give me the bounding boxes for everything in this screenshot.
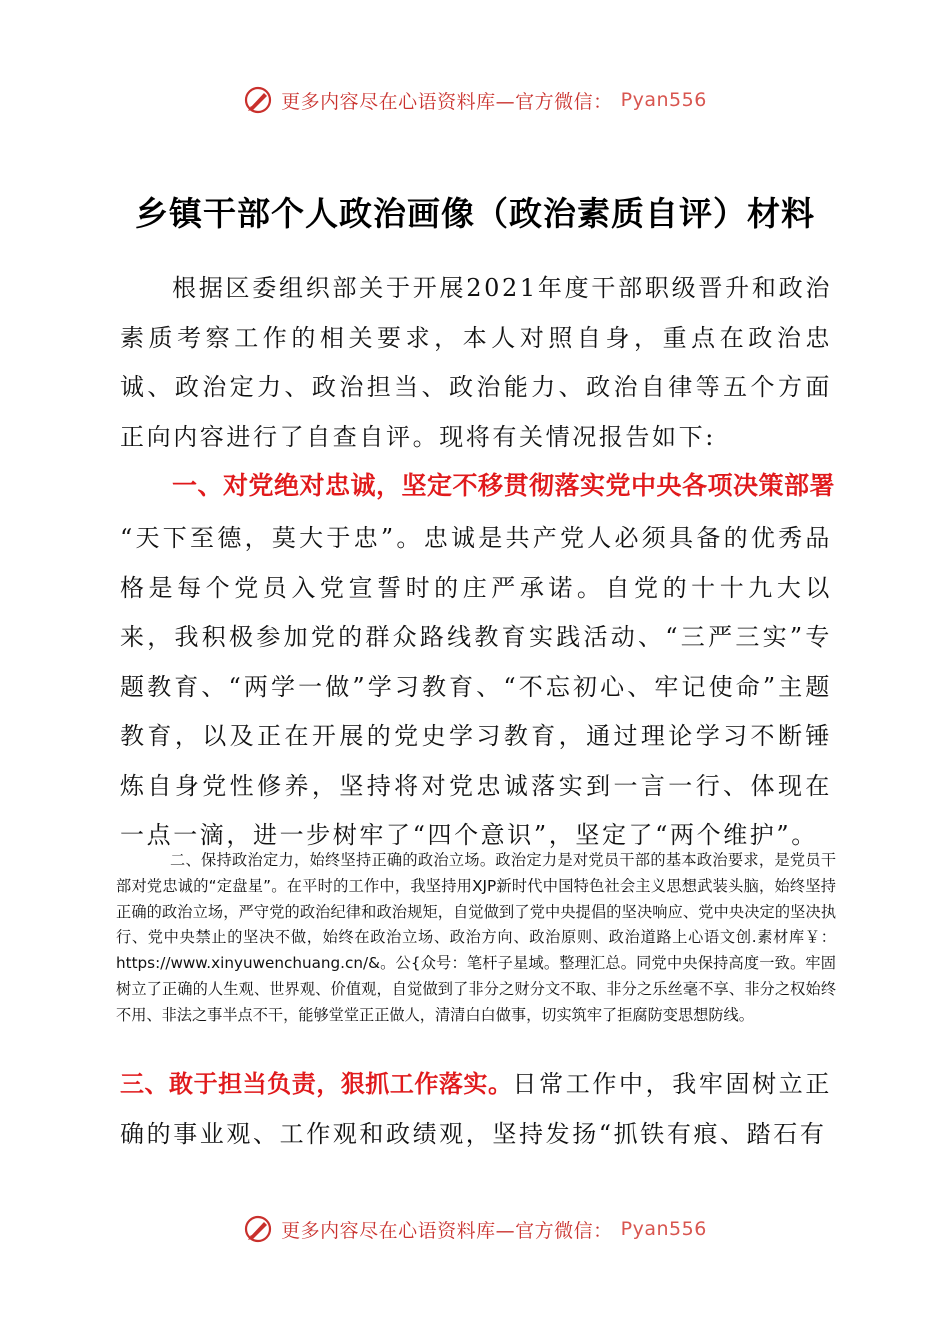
- document-title: 乡镇干部个人政治画像（政治素质自评）材料: [135, 194, 815, 233]
- section-1-heading: 一、对党绝对忠诚，坚定不移贯彻落实党中央各项决策部署: [172, 471, 836, 500]
- section-3-body: 日常工作中，我牢固树立正确的事业观、工作观和政绩观，坚持发扬“抓铁有痕、踏石有: [120, 1070, 833, 1148]
- section-2-paragraph: 二、保持政治定力，始终坚持正确的政治立场。政治定力是对党员干部的基本政治要求，是党员干部对党忠诚的“定盘星”。在平时的工作中，我坚持用XJP新时代中国特色社会主义思想武装头脑，始终坚持正确的政治立场，严守党的政治纪律和政治规矩，自觉做到了党中央提倡的坚决响应、党中央决定的坚决执行、党中央禁止的坚决不做，始终在政治立场、政治方向、政治原则、政治道路上心语文创.素材库￥：https://www.xinyuwenchuang.cn/&。公{众号：笔杆子星域。整理汇总。同党中央保持高度一致。牢固树立了正确的人生观、世界观、价值观，自觉做到了非分之财分文不取、非分之乐丝毫不享、非分之权始终不用、非法之事半点不干，能够堂堂正正做人，清清白白做事，切实筑牢了拒腐防变思想防线。: [116, 851, 836, 1024]
- section-1-body: “天下至德，莫大于忠”。忠诚是共产党人必须具备的优秀品格是每个党员入党宣誓时的庄严承诺。自党的十十九大以来，我积极参加党的群众路线教育实践活动、“三严三实”专题教育、“两学一做”学习教育、“不忘初心、牢记使命”主题教育，以及正在开展的党史学习教育，通过理论学习不断锤炼自身党性修养，坚持将对党忠诚落实到一言一行、体现在一点一滴，进一步树牢了“四个意识”，坚定了“两个维护”。: [120, 524, 832, 849]
- section-3-paragraph: [120, 1060, 832, 1159]
- watermark-contact: Pyan556: [620, 89, 707, 111]
- footer-watermark: [0, 1214, 950, 1244]
- pen-circle-logo-icon: [243, 1214, 273, 1244]
- watermark-text: 更多内容尽在心语资料库—官方微信：: [281, 90, 613, 113]
- section-3-heading: 三、敢于担当负责，狠抓工作落实。: [120, 1070, 513, 1098]
- watermark-text: 更多内容尽在心语资料库—官方微信：: [281, 1219, 613, 1242]
- intro-paragraph: 根据区委组织部关于开展2021年度干部职级晋升和政治素质考察工作的相关要求，本人对照自身，重点在政治忠诚、政治定力、政治担当、政治能力、政治自律等五个方面正向内容进行了自查自评。现将有关情况报告如下:: [120, 274, 832, 451]
- pen-circle-logo-icon: [243, 85, 273, 115]
- watermark-contact: Pyan556: [620, 1218, 707, 1240]
- header-watermark: [0, 85, 950, 115]
